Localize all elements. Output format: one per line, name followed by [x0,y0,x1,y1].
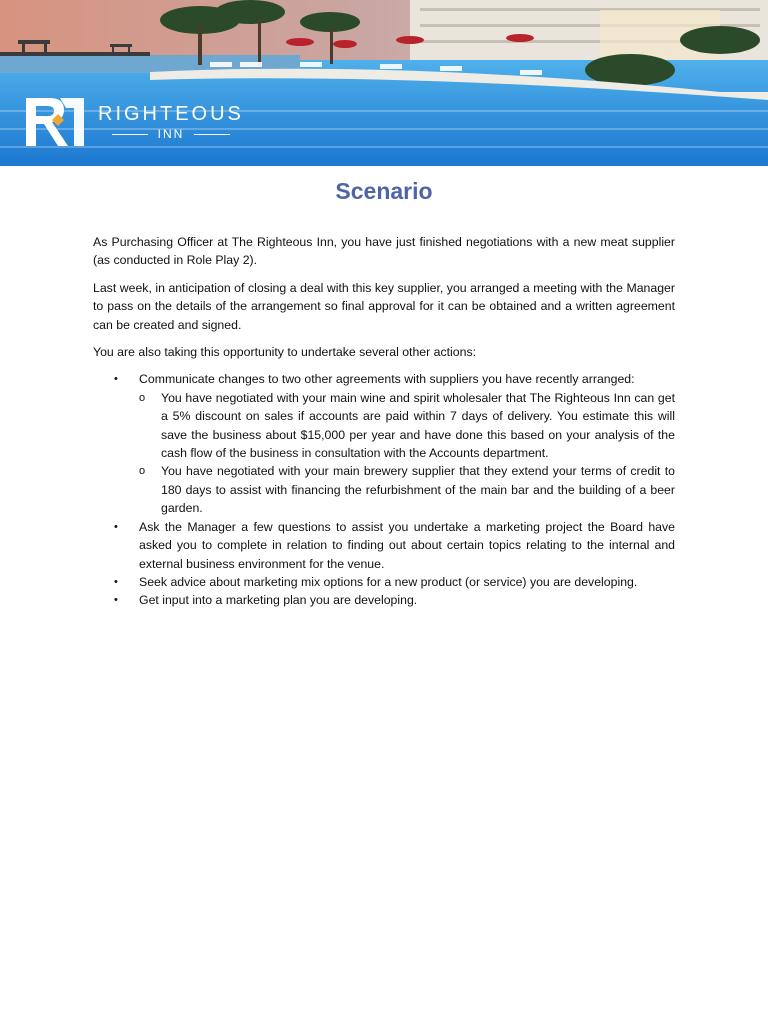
righteous-inn-logo [24,96,244,148]
sub-list-item [139,462,675,517]
sub-list-item-text: You have negotiated with your main wine and spirit wholesaler that The Righteous Inn can get a 5% discount on sales if accounts are paid within 7 days of delivery. You estimate this will save the business about $15,000 per year and have done this based on your analysis of the cash flow of the business in consultation with the Accounts department. [161,390,675,461]
header-banner [0,0,768,166]
list-item-text: Seek advice about marketing mix options for a new product (or service) you are developing. [139,574,638,589]
circle-bullet-icon: o [139,391,146,404]
logo-monogram-icon [24,96,86,148]
bullet-icon: • [114,373,118,386]
logo-divider-left [112,134,148,135]
page-title: Scenario [335,178,433,204]
logo-sub-row [112,127,231,141]
list-item [93,573,675,591]
list-item-text: Communicate changes to two other agreements with suppliers you have recently arranged: [139,372,635,387]
actions-list [93,370,675,609]
list-item [93,518,675,573]
sub-list [139,389,675,518]
bullet-icon: • [114,575,118,588]
list-item [93,591,675,609]
intro-paragraph: As Purchasing Officer at The Righteous Inn, you have just finished negotiations with a new meat supplier (as conducted in Role Play 2). [93,235,675,268]
list-item-text: Get input into a marketing plan you are developing. [139,593,418,608]
circle-bullet-icon: o [139,465,146,478]
document-body [93,233,675,610]
bullet-icon: • [114,594,118,607]
logo-text [98,103,244,141]
sub-list-item-text: You have negotiated with your main brewery supplier that they extend your terms of credit to 180 days to assist with financing the refurbishment of the main bar and the building of a beer garden. [161,464,675,516]
list-item-text: Ask the Manager a few questions to assist you undertake a marketing project the Board have asked you to complete in relation to finding out about certain topics relating to the internal and external business environment for the venue. [139,519,675,571]
actions-lead-paragraph: You are also taking this opportunity to undertake several other actions: [93,345,477,360]
logo-name: RIGHTEOUS [98,103,244,125]
logo-divider-right [194,134,230,135]
list-item [93,370,675,517]
context-paragraph: Last week, in anticipation of closing a deal with this key supplier, you arranged a meeting with the Manager to pass on the details of the arrangement so final approval for it can be obtained and a written agreement can be created and signed. [93,280,675,332]
logo-sub: INN [157,127,185,141]
sub-list-item [139,389,675,463]
bullet-icon: • [114,520,118,533]
